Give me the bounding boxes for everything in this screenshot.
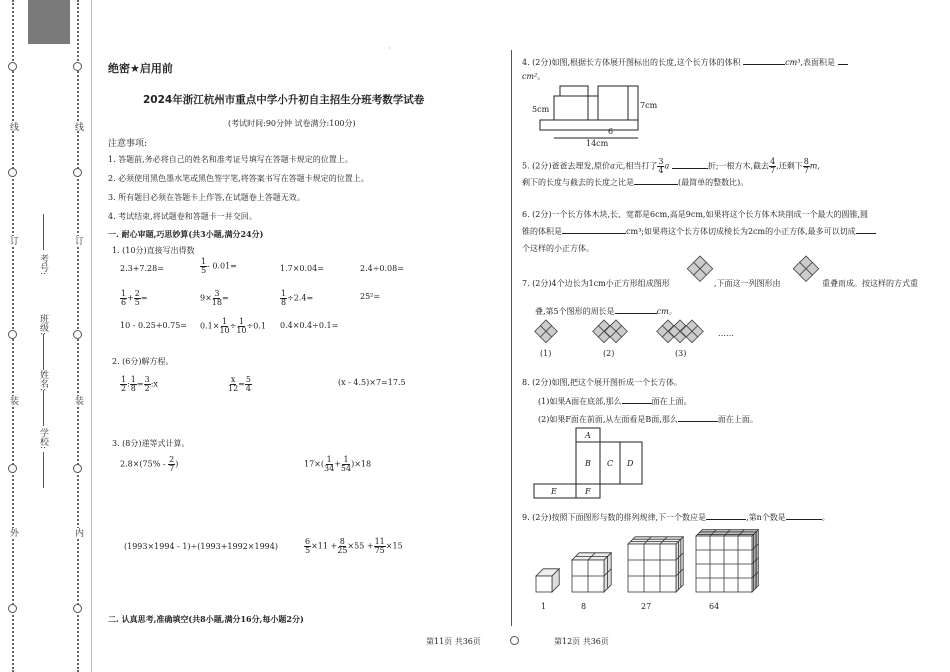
- q1-frac-num: 1: [281, 289, 287, 298]
- q1-frac-den: 8: [281, 298, 287, 307]
- q5-text: [522, 158, 927, 190]
- q1-expr: - 0.01=: [207, 261, 237, 271]
- q1-expr: 2.3+7.28=: [120, 264, 164, 273]
- q1-expr: 1.7×0.04=: [280, 264, 324, 273]
- page-number-left: 第11页 共36页: [426, 637, 481, 646]
- q1-op: ÷2.4=: [287, 293, 314, 303]
- q7-label-3: (3): [675, 349, 687, 358]
- q2-label: 2. (6分)解方程。: [112, 357, 174, 366]
- binding-hole: [8, 464, 17, 473]
- q9-next-blank[interactable]: [706, 510, 746, 520]
- q8-face-f: F: [585, 487, 591, 496]
- notes-title: 注意事项:: [108, 139, 148, 149]
- q7-stem: 重叠而成。按这样的方式重: [822, 279, 918, 288]
- q7-diamond-figure: [686, 256, 714, 284]
- q4-area-blank[interactable]: [838, 55, 848, 65]
- q2-frac-num: x: [230, 375, 236, 384]
- page-title: 2024年浙江杭州市重点中学小升初自主招生分班考数学试卷: [143, 94, 425, 106]
- q3-op: ×11 +: [311, 541, 338, 551]
- q5-stem: (最简单的整数比)。: [678, 178, 749, 187]
- q8-stem: 面在上面。: [717, 415, 758, 424]
- q7-ellipsis: ……: [718, 329, 734, 338]
- q5-frac-num: 4: [770, 157, 776, 166]
- q3-frac-den: 7: [169, 464, 175, 473]
- q3-op: +: [334, 459, 341, 469]
- q7-fig-1: [535, 320, 558, 343]
- field-exam-no-line[interactable]: [43, 214, 44, 250]
- q9-num-64: 64: [709, 602, 720, 611]
- q4-stem: 。: [537, 71, 546, 81]
- q2-frac-num: 1: [130, 375, 136, 384]
- q8-net-figure: [534, 428, 644, 500]
- q1-frac-num: 3: [214, 289, 220, 298]
- q3-op: 2.8×(75% -: [120, 459, 169, 469]
- q5-stem: 5. (2分)爸爸去理发,原价: [522, 161, 611, 171]
- q3-frac-num: 1: [343, 455, 349, 464]
- q8-stem: (2)如果F面在前面,从左面看是B面,那么: [538, 415, 678, 424]
- q7-stem: 叠,第5个图形的周长是: [535, 307, 615, 316]
- q1-label: 1. (10分)直接写出得数: [112, 246, 195, 255]
- q3-op: 17×(: [304, 459, 325, 469]
- center-hole: [510, 636, 519, 645]
- q9-cube-stack: [696, 530, 758, 592]
- page-divider: [511, 50, 512, 626]
- q2-frac-den: 4: [245, 384, 251, 393]
- q6-volume-blank[interactable]: [562, 224, 626, 234]
- q4-box-net-figure: [532, 84, 672, 148]
- q6-stem: cm³;如果将这个长方体切成棱长为2cm的小正方体,最多可以切成: [626, 227, 856, 237]
- q8-stem: (1)如果A面在底部,那么: [538, 397, 622, 406]
- q2-frac-num: 3: [144, 375, 150, 384]
- binding-gray-strip: [28, 0, 70, 672]
- q1-op: =: [140, 293, 148, 303]
- q5-frac-num: 8: [803, 157, 809, 166]
- q4-text: [522, 55, 927, 83]
- q9-cube-stack: [536, 569, 559, 592]
- field-name: 姓名:: [38, 370, 48, 392]
- section-1-heading: 一. 耐心审题,巧思妙算(共3小题,满分24分): [108, 229, 264, 239]
- q5-frac-den: 4: [658, 166, 664, 175]
- exam-meta: (考试时间:90分钟 试卷满分:100分): [228, 119, 356, 128]
- q5-var: a: [664, 161, 670, 171]
- q1-frac-num: 1: [221, 317, 228, 326]
- q5-stem: 元,相当打了: [614, 161, 658, 171]
- q5-discount-blank[interactable]: [672, 159, 708, 169]
- q1-expr: 0.4×0.4÷0.1=: [280, 321, 339, 330]
- q8-blank-2[interactable]: [678, 412, 718, 422]
- q5-stem: 剩下的长度与截去的长度之比是: [522, 178, 634, 187]
- binding-hole: [73, 62, 82, 71]
- inner-label-nei: 内: [73, 528, 83, 537]
- q3-frac-den: 5: [305, 546, 311, 555]
- q8-face-a: A: [585, 431, 591, 440]
- q1-frac-num: 1: [201, 257, 207, 266]
- outer-label-xian: 线: [8, 122, 18, 131]
- q3-op: )×18: [351, 459, 372, 469]
- q5-unit: m,: [809, 161, 820, 171]
- q7-text: [535, 304, 677, 317]
- field-exam-no: 考号:: [38, 254, 48, 276]
- q3-frac-num: 1: [326, 455, 332, 464]
- q9-stem: 9. (2分)按照下面图形与数的排列规律,下一个数应是: [522, 513, 707, 522]
- q1-op: ÷0.1: [246, 321, 266, 331]
- q1-frac-den: 10: [219, 326, 230, 335]
- q2-frac-den: 12: [228, 384, 239, 393]
- binding-hole: [8, 604, 17, 613]
- binding-hole: [73, 604, 82, 613]
- q3-frac-num: 11: [374, 537, 385, 546]
- q7-diamond-figure: [792, 256, 820, 284]
- q4-fig-5cm: 5cm: [532, 105, 550, 114]
- q3-frac-num: 2: [169, 455, 175, 464]
- q8-face-c: C: [607, 459, 614, 468]
- q1-expr: 10 - 0.25+0.75=: [120, 321, 187, 330]
- q7-unit: cm。: [656, 307, 677, 316]
- q7-label-1: (1): [540, 349, 552, 358]
- q5-stem: 折;一根方木,截去: [707, 161, 770, 171]
- q9-cube-stack: [628, 537, 683, 592]
- outer-label-zhuang: 装: [8, 396, 18, 405]
- q3-op: ×15: [385, 541, 403, 551]
- field-school-line[interactable]: [43, 452, 44, 488]
- q6-text: [522, 206, 927, 258]
- field-class-line[interactable]: [43, 334, 44, 370]
- q1-frac-den: 5: [134, 298, 140, 307]
- q5-frac-den: 7: [770, 166, 776, 175]
- q5-var: a: [610, 161, 615, 171]
- q1-frac-den: 6: [121, 298, 127, 307]
- q2-frac-den: 8: [130, 384, 136, 393]
- q3-frac-num: 6: [305, 537, 311, 546]
- q2-frac-den: 2: [121, 384, 127, 393]
- q2-op: =: [238, 379, 245, 389]
- q2-op: :x: [150, 379, 158, 389]
- q2-op: =: [136, 379, 144, 389]
- q5-frac-den: 7: [803, 166, 809, 175]
- q3-op: ×55 +: [347, 541, 374, 551]
- q9-cube-stack: [572, 553, 611, 592]
- q1-op: +: [127, 293, 134, 303]
- page-number-right: 第12页 共36页: [554, 637, 609, 646]
- q1-expr: 25²=: [360, 292, 381, 301]
- q3-frac-den: 34: [324, 464, 335, 473]
- q3-frac-den: 25: [337, 546, 348, 555]
- q9-stem: 。: [821, 513, 830, 522]
- binding-hole: [73, 168, 82, 177]
- field-class: 班级:: [38, 314, 48, 336]
- q7-stem: ,下面这一列图形由: [714, 279, 781, 288]
- inner-label-zhuang: 装: [73, 396, 83, 405]
- binding-hole: [73, 464, 82, 473]
- q2-expr: (x - 4.5)×7=17.5: [338, 378, 406, 387]
- outer-label-wai: 外: [8, 528, 18, 537]
- q4-unit: cm²: [522, 71, 538, 81]
- q1-op: =: [221, 293, 229, 303]
- q1-expr: 2.4÷0.08=: [360, 264, 404, 273]
- q5-frac-num: 3: [658, 157, 664, 166]
- q4-fig-7cm: 7cm: [640, 101, 658, 110]
- q1-op: 9×: [200, 293, 212, 303]
- q9-num-1: 1: [541, 602, 547, 611]
- q4-volume-blank[interactable]: [743, 55, 785, 65]
- note-4: 4. 考试结束,将试题卷和答题卡一并交回。: [108, 212, 257, 221]
- q3-op: ): [175, 459, 179, 469]
- q6-stem: 锥的体积是: [522, 227, 562, 237]
- q2-frac-num: 5: [245, 375, 251, 384]
- secret-mark: 绝密★启用前: [108, 62, 173, 75]
- q8-face-e: E: [551, 487, 557, 496]
- binding-margin: [0, 0, 100, 672]
- q2-frac-num: 1: [121, 375, 127, 384]
- inner-label-xian: 线: [73, 122, 83, 131]
- note-3: 3. 所有题目必须在答题卡上作答,在试题卷上答题无效。: [108, 193, 305, 202]
- q7-perimeter-blank[interactable]: [615, 304, 657, 314]
- q9-stem: ,第n个数是: [746, 513, 786, 522]
- field-name-line[interactable]: [43, 390, 44, 426]
- q8-face-b: B: [585, 459, 591, 468]
- q7-label-2: (2): [603, 349, 615, 358]
- q1-frac-den: 18: [211, 298, 222, 307]
- q1-op: ÷: [229, 321, 237, 331]
- q1-frac-num: 1: [238, 317, 244, 326]
- q4-stem: ,表面积是: [800, 58, 835, 67]
- q1-op: 0.1×: [200, 321, 220, 331]
- section-2-heading: 二. 认真思考,准确填空(共8小题,满分16分,每小题2分): [108, 614, 304, 624]
- binding-hole: [8, 330, 17, 339]
- q8-stem: 8. (2分)如图,把这个展开图折成一个长方体。: [522, 378, 683, 387]
- q6-stem: 6. (2分)一个长方体木块,长、宽都是6cm,高是9cm,如果将这个长方体木块削成一个最大的圆锥,圆: [522, 210, 868, 219]
- q4-fig-14cm: 14cm: [586, 139, 609, 148]
- q8-blank-1[interactable]: [622, 394, 652, 404]
- binding-hole: [8, 168, 17, 177]
- q3-frac-den: 75: [374, 546, 385, 555]
- q6-stem: 个这样的小正方体。: [522, 244, 594, 254]
- q8-stem: 面在上面。: [651, 397, 692, 406]
- q4-stem: 4. (2分)如图,根据长方体展开图标出的长度,这个长方体的体积: [522, 58, 741, 67]
- q3-frac-num: 8: [339, 537, 345, 546]
- note-1: 1. 答题前,务必将自己的姓名和准考证号填写在答题卡规定的位置上。: [108, 155, 353, 164]
- q1-frac-den: 10: [236, 326, 247, 335]
- q9-num-8: 8: [581, 602, 587, 611]
- q9-num-27: 27: [641, 602, 652, 611]
- q7-sequence-figures: [534, 318, 734, 346]
- q1-frac-num: 2: [134, 289, 140, 298]
- q6-count-blank[interactable]: [856, 224, 876, 234]
- binding-hole: [73, 330, 82, 339]
- q2-op: :: [127, 379, 130, 389]
- note-2: 2. 必须使用黑色墨水笔或黑色签字笔,将答案书写在答题卡规定的位置上。: [108, 174, 369, 183]
- q7-fig-2: [605, 320, 628, 343]
- q3-label: 3. (8分)递等式计算。: [112, 439, 190, 448]
- q4-fig-6: 6: [608, 127, 614, 136]
- q2-frac-den: 2: [144, 384, 150, 393]
- q1-frac-den: 5: [201, 266, 207, 275]
- inner-label-ding: 订: [73, 236, 83, 245]
- outer-label-ding: 订: [8, 236, 18, 245]
- q3-expr: (1993×1994 - 1)÷(1993+1992×1994): [124, 542, 278, 551]
- q3-frac-den: 54: [340, 464, 352, 473]
- q8-face-d: D: [627, 459, 634, 468]
- q5-stem: ,还剩下: [776, 161, 803, 171]
- q9-nth-blank[interactable]: [786, 510, 822, 520]
- binding-hole: [8, 62, 17, 71]
- q9-cubes-figure: [530, 522, 770, 594]
- field-school: 学校:: [38, 428, 48, 450]
- q4-unit: cm³: [785, 58, 801, 67]
- q5-ratio-blank[interactable]: [634, 175, 678, 185]
- q7-stem: 7. (2分)4个边长为1cm小正方形组成图形: [522, 279, 670, 288]
- q1-frac-num: 1: [121, 289, 127, 298]
- q7-fig-3: [681, 320, 704, 343]
